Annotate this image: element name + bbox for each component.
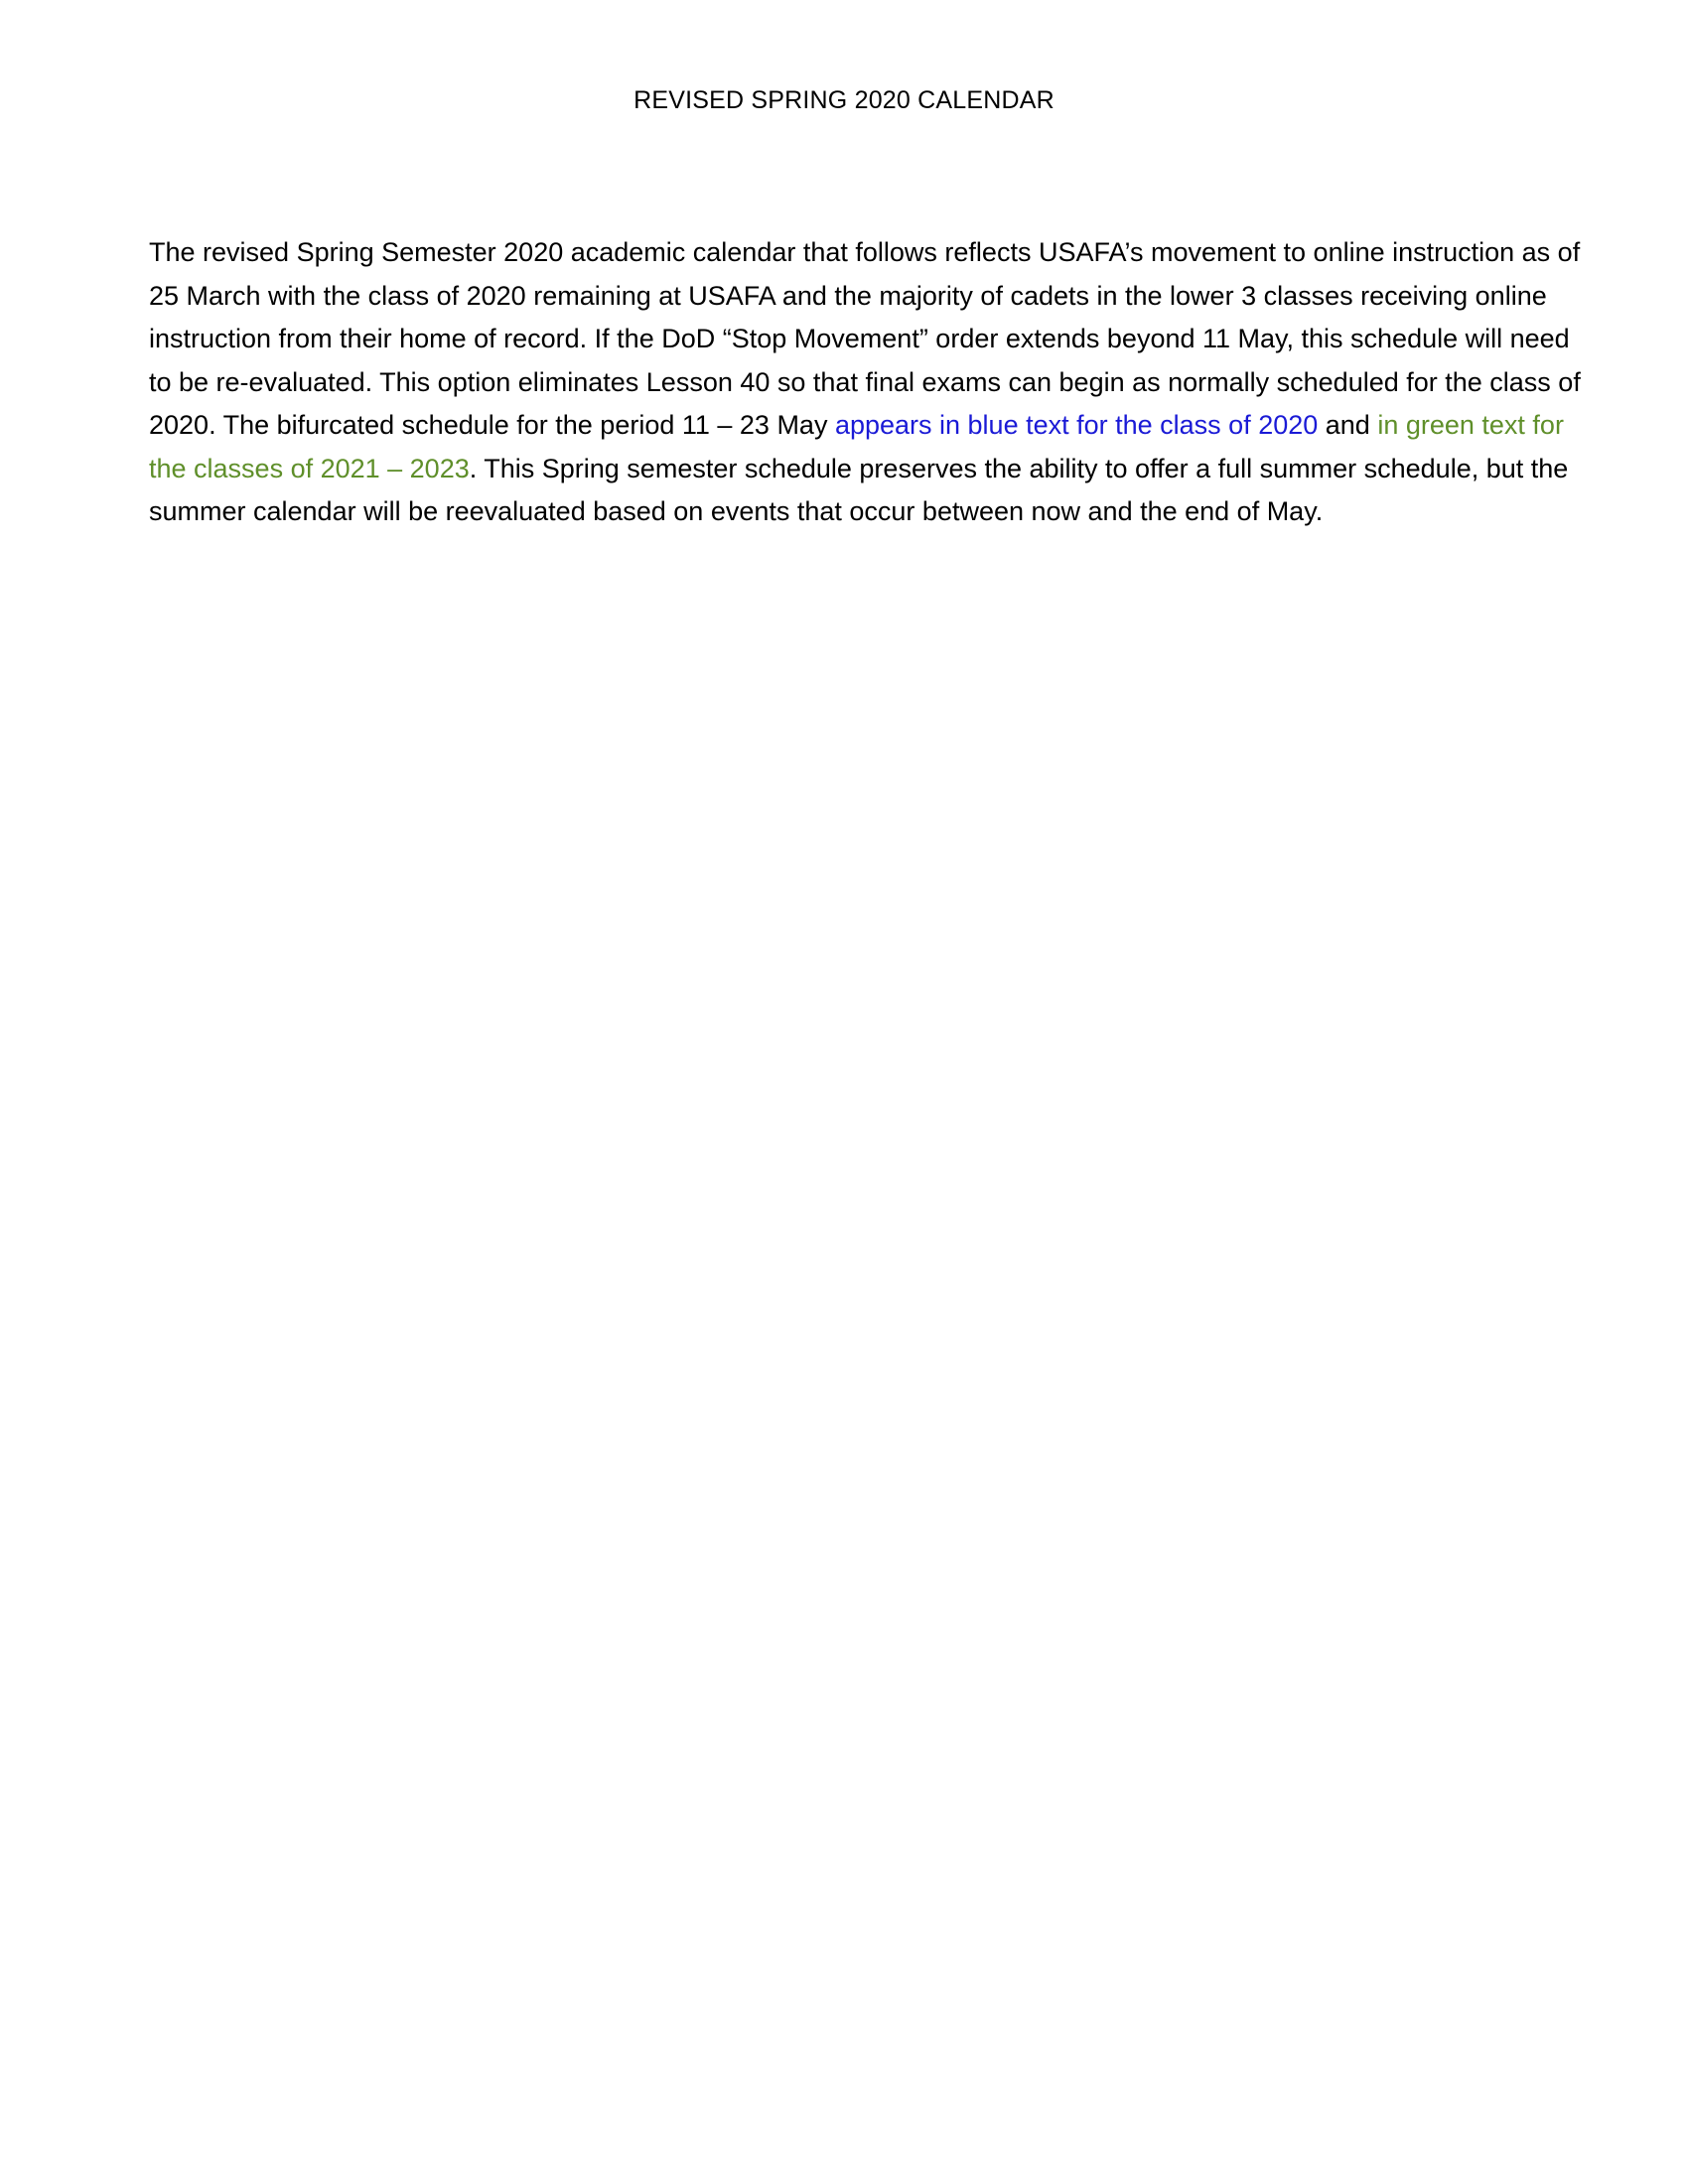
paragraph-text-connector: and bbox=[1318, 410, 1378, 440]
document-paragraph bbox=[149, 231, 1594, 534]
green-text-classes-2021-2023: in green text for the classes of 2021 – 2023 bbox=[149, 410, 1564, 483]
paragraph-text-intro: The revised Spring Semester 2020 academic calendar that follows reflects USAFA’s movement to online instruction as of 25 March with the class of 2020 remaining at USAFA and the majority of cadets in the lower 3 classes receiving online instruction from their home of record. If the DoD “Stop Movement” order extends beyond 11 May, this schedule will need to be re-evaluated. This option eliminates Lesson 40 so that final exams can begin as normally scheduled for the class of 2020. The bifurcated schedule for the period 11 – 23 May bbox=[149, 237, 1581, 440]
blue-text-class-2020: appears in blue text for the class of 2020 bbox=[834, 410, 1319, 440]
paragraph-text-closing: . This Spring semester schedule preserves the ability to offer a full summer schedule, but the summer calendar will be reevaluated based on events that occur between now and the end of May. bbox=[149, 453, 1569, 526]
document-title: REVISED SPRING 2020 CALENDAR bbox=[633, 86, 1055, 114]
